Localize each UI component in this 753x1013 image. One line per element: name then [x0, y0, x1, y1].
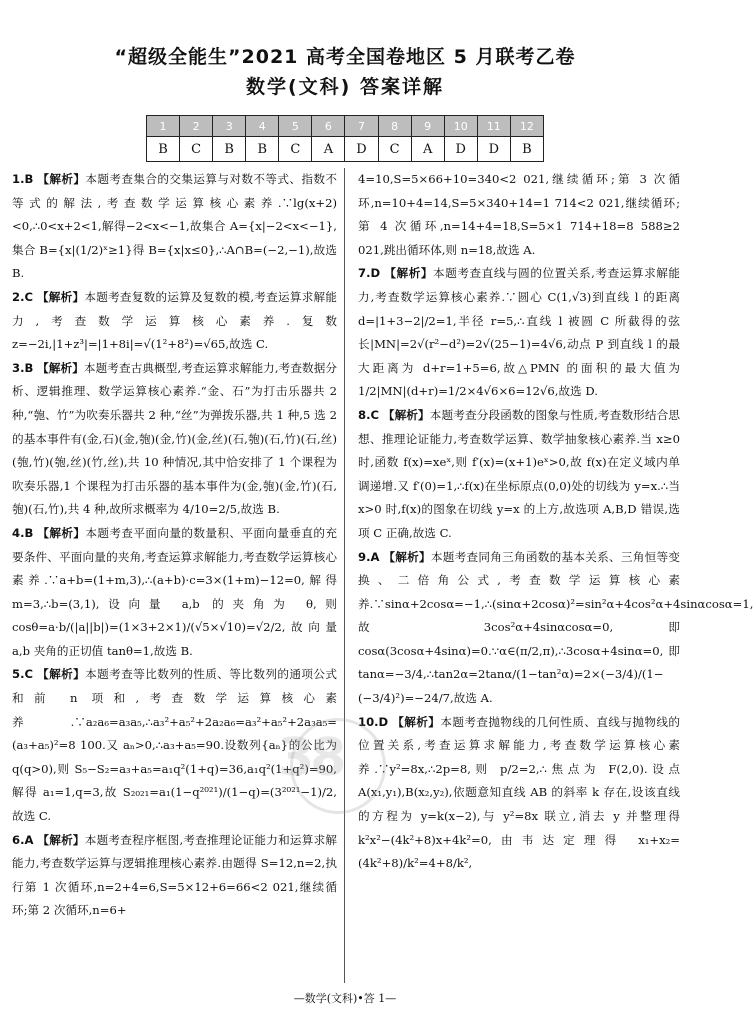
watermark-text: 38: [278, 728, 343, 788]
question-number: 1.B: [12, 172, 34, 186]
column-divider: [344, 168, 345, 983]
solution-item: [12, 663, 337, 828]
answer-number: 3: [213, 116, 246, 137]
page-subtitle: 数学(文科) 答案详解: [246, 76, 444, 98]
answer-number: 12: [510, 116, 543, 137]
solution-item: [12, 522, 337, 664]
solution-text: 本题考查抛物线的几何性质、直线与抛物线的位置关系,考查运算求解能力,考查数学运算核心素养.∵y²=8x,∴2p=8,则 p/2=2,∴焦点为 F(2,0).设点 A(x₁,y₁),B(x₂,y₂),依题意知直线 AB 的斜率 k 存在,设该直线的方程为 y=k(x−2),与 y²=8x 联立,消去 y 并整理得 k²x²−(4k²+8)x+4k²=0,由韦达定理得 x₁+x₂=(4k²+8)/k²=4+8/k²,: [358, 714, 680, 871]
solution-text: 本题考查古典概型,考查运算求解能力,考查数据分析、逻辑推理、数学运算核心素养.“金、石”为打击乐器共 2 种,“匏、竹”为吹奏乐器共 2 种,“丝”为弹拨乐器,共 1 种,5 选 2 的基本事件有(金,石)(金,匏)(金,竹)(金,丝)(石,匏)(石,竹)(石,丝)(匏,竹)(匏,丝)(竹,丝),共 10 种情况,其中恰安排了 1 个课程为吹奏乐器,1 个课程为打击乐器的基本事件为(金,匏)(金,竹)(石,匏)(石,竹),共 4 种,故所求概率为 4/10=2/5,故选 B.: [12, 360, 338, 517]
question-number: 8.C: [358, 407, 379, 422]
answer-value: A: [312, 137, 345, 162]
answer-number: 2: [180, 116, 213, 137]
analysis-tag: 【解析】: [392, 714, 441, 729]
solution-item: [12, 168, 337, 286]
answer-number: 1: [147, 116, 180, 137]
analysis-tag: 【解析】: [37, 172, 86, 186]
answer-table: [146, 115, 544, 162]
solution-item: [358, 546, 753, 711]
solution-item: [12, 286, 337, 357]
answer-number: 7: [345, 116, 378, 137]
answer-value: C: [378, 137, 411, 162]
question-number: 7.D: [358, 266, 381, 281]
solution-item: [358, 404, 680, 546]
solution-text: 本题考查复数的运算及复数的模,考查运算求解能力,考查数学运算核心素养.复数 z=−2i,|1+z³|=|1+8i|=√(1²+8²)=√65,故选 C.: [12, 289, 337, 352]
page-title: “超级全能生”2021 高考全国卷地区 5 月联考乙卷: [114, 46, 576, 68]
answer-value: B: [246, 137, 279, 162]
solution-text: 本题考查等比数列的性质、等比数列的通项公式和前 n 项和,考查数学运算核心素养.∵a₂a₆=a₃a₅,∴a₃²+a₅²+2a₂a₆=a₃²+a₅²+2a₃a₅=(a₃+a₅)²=8 100.又 aₙ>0,∴a₃+a₅=90.设数列{aₙ}的公比为 q(q>0),则 S₅−S₂=a₃+a₅=a₁q²(1+q)=36,a₁q²(1+q²)=90,解得 a₁=1,q=3,故 S₂₀₂₁=a₁(1−q²⁰²¹)/(1−q)=(3²⁰²¹−1)/2,故选 C.: [12, 667, 337, 824]
answer-table-numbers: [147, 116, 544, 137]
answer-value: D: [477, 137, 510, 162]
analysis-tag: 【解析】: [36, 289, 85, 304]
answer-number: 4: [246, 116, 279, 137]
answer-value: D: [444, 137, 477, 162]
solution-item: [12, 829, 337, 923]
analysis-tag: 【解析】: [37, 525, 86, 540]
left-column: [12, 168, 337, 923]
answer-value: B: [510, 137, 543, 162]
analysis-tag: 【解析】: [37, 832, 85, 847]
analysis-tag: 【解析】: [37, 360, 84, 375]
answer-value: B: [147, 137, 180, 162]
answer-number: 8: [378, 116, 411, 137]
answer-value: D: [345, 137, 378, 162]
analysis-tag: 【解析】: [382, 407, 430, 422]
solution-text: 本题考查分段函数的图象与性质,考查数形结合思想、推理论证能力,考查数学运算、数学抽象核心素养.当 x≥0 时,函数 f(x)=xeˣ,则 f′(x)=(x+1)eˣ>0,故 f(x)在定义域内单调递增.又 f′(0)=1,∴f(x)在坐标原点(0,0)处的切线为 y=x.∴当 x>0 时,f(x)的图象在切线 y=x 的上方,故选项 A,B,D 错误,选项 C 正确,故选 C.: [358, 407, 681, 540]
answer-number: 10: [444, 116, 477, 137]
question-number: 4.B: [12, 525, 34, 540]
solution-text: 本题考查直线与圆的位置关系,考查运算求解能力,考查数学运算核心素养.∵圆心 C(1,√3)到直线 l 的距离 d=|1+3−2|/2=1,半径 r=5,∴直线 l 被圆 C 所截得的弦长|MN|=2√(r²−d²)=2√(25−1)=4√6,动点 P 到直线 l 的最大距离为 d+r=1+5=6,故△PMN 的面积的最大值为 1/2|MN|(d+r)=1/2×4√6×6=12√6,故选 D.: [358, 266, 680, 399]
analysis-tag: 【解析】: [384, 266, 434, 281]
question-number: 10.D: [358, 714, 389, 729]
page-footer: —数学(文科)•答 1—: [293, 992, 397, 1005]
solution-item: [358, 711, 680, 876]
analysis-tag: 【解析】: [37, 667, 86, 682]
answer-number: 9: [411, 116, 444, 137]
question-number: 6.A: [12, 832, 34, 847]
question-number: 9.A: [358, 549, 380, 564]
analysis-tag: 【解析】: [383, 549, 431, 564]
solution-text: 本题考查同角三角函数的基本关系、三角恒等变换、二倍角公式,考查数学运算核心素养.∵sinα+2cosα=−1,∴(sinα+2cosα)²=sin²α+4cos²α+4sinαcosα=1,故 3cos²α+4sinαcosα=0,即 cosα(3cosα+4sinα)=0.∵α∈(π/2,π),∴3cosα+4sinα=0,即 tanα=−3/4,∴tan2α=2tanα/(1−tan²α)=2×(−3/4)/(1−(−3/4)²)=−24/7,故选 A.: [358, 549, 753, 706]
solution-item: [358, 168, 680, 262]
answer-value: A: [411, 137, 444, 162]
solution-item: [12, 357, 337, 522]
answer-number: 5: [279, 116, 312, 137]
question-number: 5.C: [12, 667, 33, 682]
answer-value: B: [213, 137, 246, 162]
solution-text: 本题考查平面向量的数量积、平面向量垂直的充要条件、平面向量的夹角,考查运算求解能力,考查数学运算核心素养.∵a+b=(1+m,3),∴(a+b)·c=3×(1+m)−12=0,解得 m=3,∴b=(3,1),设向量 a,b 的夹角为 θ,则 cosθ=a·b/(|a||b|)=(1×3+2×1)/(√5×√10)=√2/2,故向量 a,b 夹角的正切值 tanθ=1,故选 B.: [12, 525, 337, 658]
answer-value: C: [279, 137, 312, 162]
question-number: 2.C: [12, 289, 33, 304]
answer-number: 11: [477, 116, 510, 137]
solution-item: [358, 262, 680, 404]
solution-text: 本题考查程序框图,考查推理论证能力和运算求解能力,考查数学运算与逻辑推理核心素养.由题得 S=12,n=2,执行第 1 次循环,n=2+4=6,S=5×12+6=66<2 021,继续循环;第 2 次循环,n=6+: [12, 832, 338, 918]
answer-table-answers: [147, 137, 544, 162]
answer-value: C: [180, 137, 213, 162]
solution-text: 本题考查集合的交集运算与对数不等式、指数不等式的解法,考查数学运算核心素养.∵lg(x+2)<0,∴0<x+2<1,解得−2<x<−1,故集合 A={x|−2<x<−1},集合 B={x|(1/2)ˣ≥1}得 B={x|x≤0},∴A∩B=(−2,−1),故选 B.: [12, 172, 337, 281]
solution-text: 4=10,S=5×66+10=340<2 021,继续循环;第 3 次循环,n=10+4=14,S=5×340+14=1 714<2 021,继续循环;第 4 次循环,n=14+4=18,S=5×1 714+18=8 588≥2 021,跳出循环体,则 n=18,故选 A.: [358, 172, 680, 257]
question-number: 3.B: [12, 360, 34, 375]
answer-number: 6: [312, 116, 345, 137]
right-column: [358, 168, 753, 876]
